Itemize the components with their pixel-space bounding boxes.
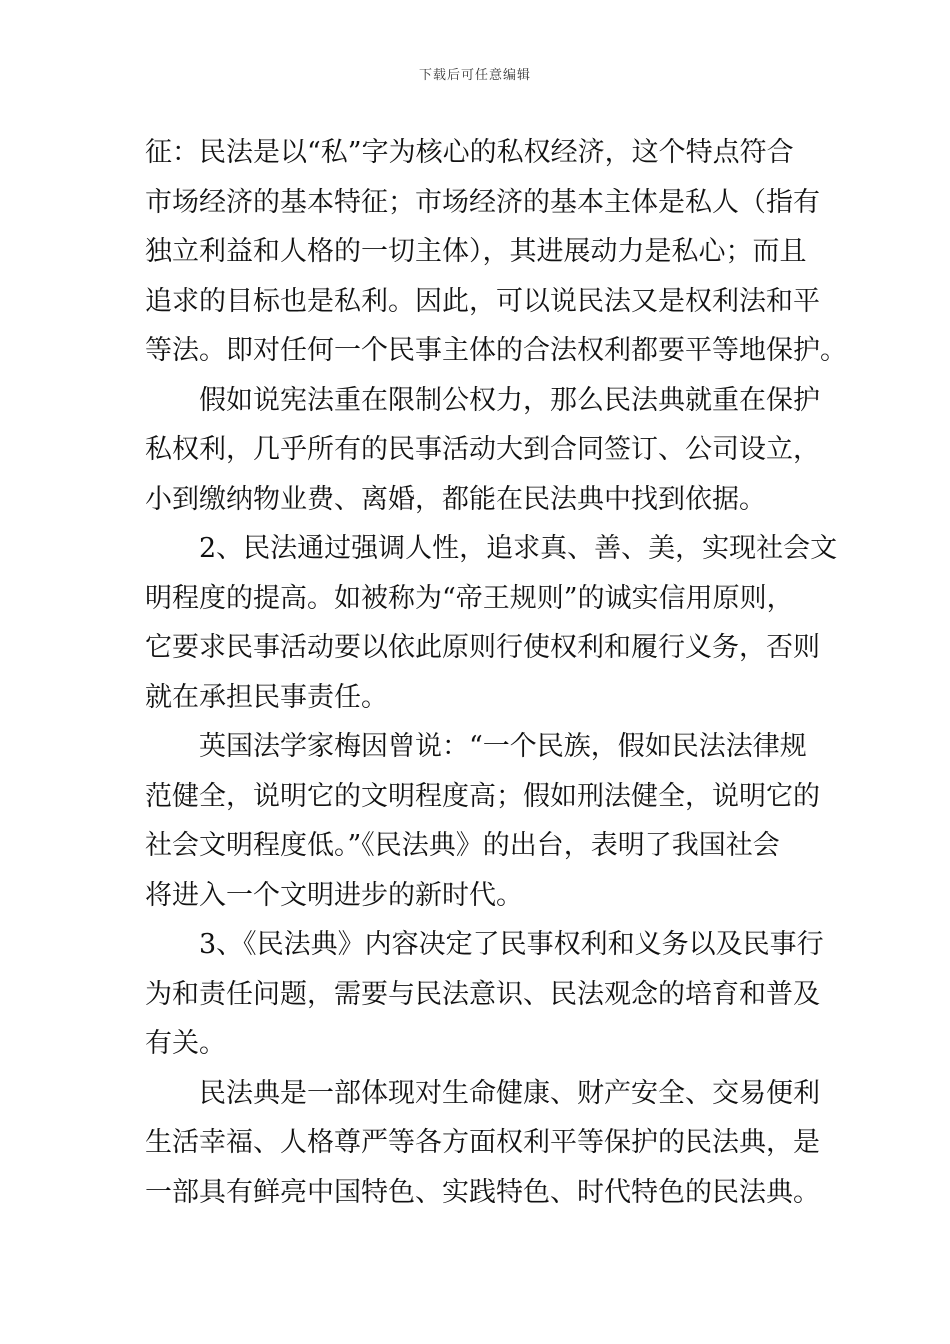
text-line: 追求的目标也是私利。因此，可以说民法又是权利法和平 — [145, 285, 820, 317]
paragraph-first-line: 民法典是一部体现对生命健康、财产安全、交易便利 — [199, 1077, 820, 1109]
text-line: 生活幸福、人格尊严等各方面权利平等保护的民法典，是 — [145, 1127, 820, 1158]
text-line: 为和责任问题，需要与民法意识、民法观念的培育和普及 — [145, 978, 820, 1010]
text-line: 有关。 — [145, 1028, 226, 1059]
text-line: 等法。即对任何一个民事主体的合法权利都要平等地保护。 — [145, 335, 847, 366]
text-line: 范健全，说明它的文明程度高；假如刑法健全，说明它的 — [145, 780, 820, 812]
paragraph-first-line: 英国法学家梅因曾说：“一个民族，假如民法法律规 — [199, 731, 807, 762]
paragraph-first-line: 3、《民法典》内容决定了民事权利和义务以及民事行 — [199, 929, 824, 960]
document-body — [145, 128, 847, 1217]
text-line: 独立利益和人格的一切主体），其进展动力是私心；而且 — [145, 236, 807, 267]
text-line: 一部具有鲜亮中国特色、实践特色、时代特色的民法典。 — [145, 1176, 820, 1208]
text-line: 它要求民事活动要以依此原则行使权利和履行义务，否则 — [145, 632, 820, 663]
text-line: 私权利，几乎所有的民事活动大到合同签订、公司设立， — [145, 434, 820, 465]
text-line: 社会文明程度低。”《民法典》的出台，表明了我国社会 — [145, 830, 780, 861]
text-line: 就在承担民事责任。 — [145, 681, 388, 713]
paragraph-first-line: 假如说宪法重在限制公权力，那么民法典就重在保护 — [199, 384, 820, 416]
text-line: 市场经济的基本特征；市场经济的基本主体是私人（指有 — [145, 186, 820, 218]
text-line: 将进入一个文明进步的新时代。 — [145, 879, 523, 911]
text-line: 征：民法是以“私”字为核心的私权经济，这个特点符合 — [145, 137, 794, 168]
page-header-note: 下载后可任意编辑 — [418, 68, 531, 83]
paragraph-first-line: 2、民法通过强调人性，追求真、善、美，实现社会文 — [199, 533, 838, 564]
text-line: 明程度的提高。如被称为“帝王规则”的诚实信用原则， — [145, 582, 794, 614]
text-line: 小到缴纳物业费、离婚，都能在民法典中找到依据。 — [145, 483, 766, 515]
